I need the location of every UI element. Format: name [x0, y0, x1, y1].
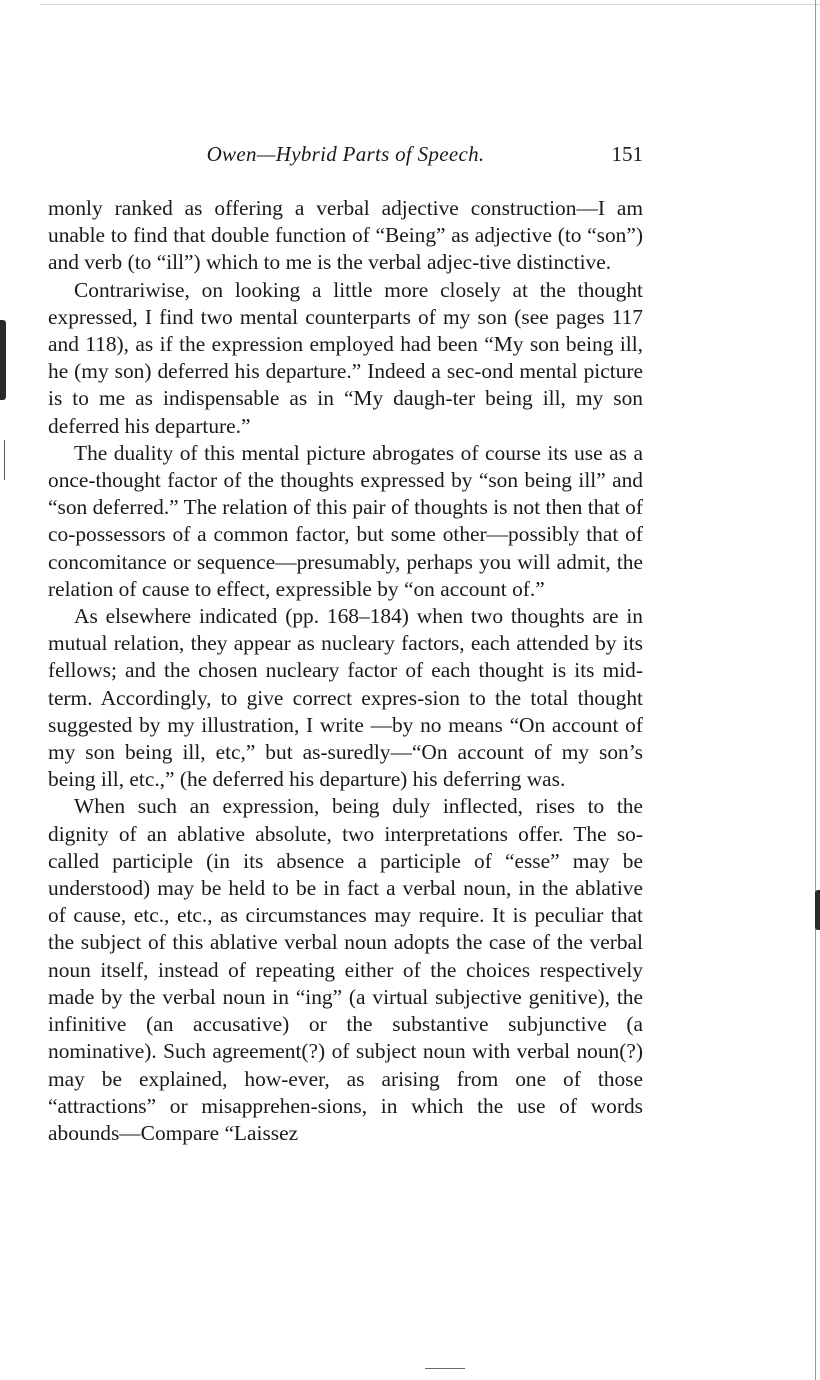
- bottom-mark: [425, 1368, 465, 1369]
- paragraph: As elsewhere indicated (pp. 168–184) when two thoughts are in mutual relation, they appear as nucleary factors, each attended by its fellows; and the chosen nucleary factor of each thought is its mid-term. Accordingly, to give correct expres-sion to the total thought suggested by my illustration, I write —by no means “On account of my son being ill, etc,” but as-suredly—“On account of my son’s being ill, etc.,” (he deferred his departure) his deferring was.: [48, 604, 643, 792]
- margin-tick-left: [4, 440, 5, 480]
- running-title: Owen—Hybrid Parts of Speech.: [206, 142, 485, 166]
- margin-mark-left: [0, 320, 6, 400]
- body-text: [48, 195, 643, 1147]
- paragraph: The duality of this mental picture abrogates of course its use as a once-thought factor of the thoughts expressed by “son being ill” and “son deferred.” The relation of this pair of thoughts is not then that of co-possessors of a common factor, but some other—possibly that of concomitance or sequence—presumably, perhaps you will admit, the relation of cause to effect, expressible by “on account of.”: [48, 440, 643, 601]
- margin-mark-right: [815, 890, 820, 930]
- paragraph: monly ranked as offering a verbal adjective construction—I am unable to find that double function of “Being” as adjective (to “son”) and verb (to “ill”) which to me is the verbal adjec-tive distinctive.: [48, 196, 643, 275]
- running-head: [48, 142, 643, 174]
- page-edge-top: [40, 4, 820, 5]
- page-edge-right: [815, 0, 816, 1380]
- paragraph: Contrariwise, on looking a little more closely at the thought expressed, I find two mental counterparts of my son (see pages 117 and 118), as if the expression employed had been “My son being ill, he (my son) deferred his departure.” Indeed a sec-ond mental picture is to me as indispensable as in “My daugh-ter being ill, my son deferred his departure.”: [48, 277, 643, 438]
- paragraph: When such an expression, being duly inflected, rises to the dignity of an ablative absolute, two interpretations offer. The so-called participle (in its absence a participle of “esse” may be understood) may be held to be in fact a verbal noun, in the ablative of cause, etc., etc., as circumstances may require. It is peculiar that the subject of this ablative verbal noun adopts the case of the verbal noun itself, instead of repeating either of the choices respectively made by the verbal noun in “ing” (a virtual subjective genitive), the infinitive (an accusative) or the substantive subjunctive (a nominative). Such agreement(?) of subject noun with verbal noun(?) may be explained, how-ever, as arising from one of those “attractions” or misapprehen-sions, in which the use of words abounds—Compare “Laissez: [48, 794, 643, 1145]
- page-number: 151: [611, 142, 643, 166]
